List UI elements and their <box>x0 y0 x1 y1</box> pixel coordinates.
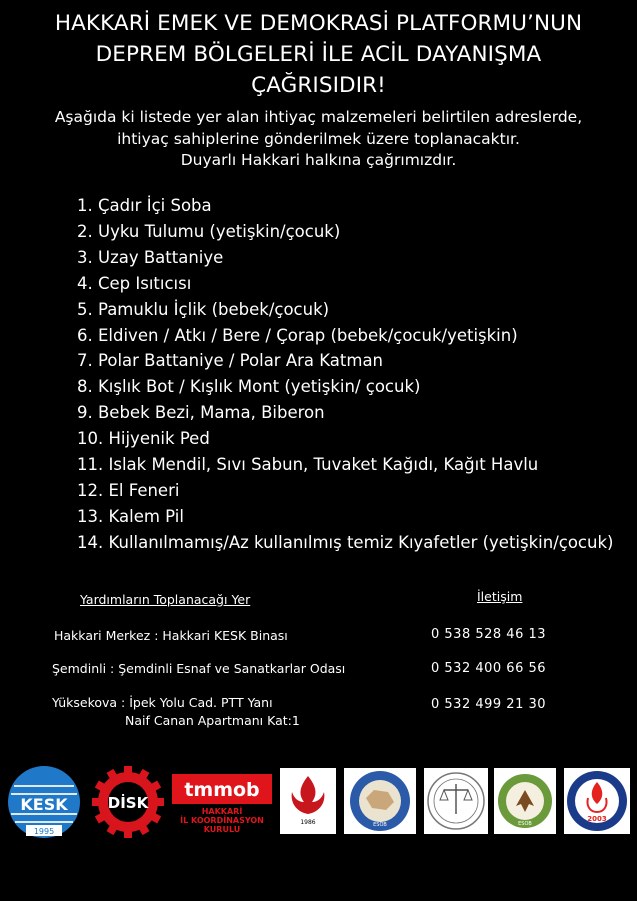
ihd-logo-year: 1986 <box>300 819 316 826</box>
svg-text:ESOB: ESOB <box>518 821 532 827</box>
title-line-2: DEPREM BÖLGELERİ İLE ACİL DAYANIŞMA <box>95 42 542 67</box>
collection-header: Yardımların Toplanacağı Yer <box>80 592 251 607</box>
phone-semdinli: 0 532 400 66 56 <box>431 661 547 676</box>
ihd-logo <box>280 768 336 834</box>
list-item: 13. Kalem Pil <box>77 506 184 526</box>
disk-logo-text: DİSK <box>107 794 149 812</box>
location-semdinli: Şemdinli : Şemdinli Esnaf ve Sanatkarlar Odası <box>52 661 346 676</box>
logo-2003-year: 2003 <box>587 815 607 823</box>
logo-2003 <box>564 768 630 834</box>
list-item: 6. Eldiven / Atkı / Bere / Çorap (bebek/çocuk/yetişkin) <box>77 325 518 345</box>
list-item: 1. Çadır İçi Soba <box>77 196 212 215</box>
logo-strip <box>0 760 637 840</box>
needs-list <box>77 193 613 556</box>
list-item: 11. Islak Mendil, Sıvı Sabun, Tuvaket Kağıdı, Kağıt Havlu <box>77 455 539 475</box>
intro-line-1: Aşağıda ki listede yer alan ihtiyaç malzemeleri belirtilen adreslerde, <box>54 108 583 126</box>
list-item: 7. Polar Battaniye / Polar Ara Katman <box>77 351 384 371</box>
list-item: 12. El Feneri <box>77 480 180 500</box>
title-line-3: ÇAĞRISIDIR! <box>251 73 386 98</box>
list-item: 3. Uzay Battaniye <box>77 247 224 267</box>
esnaf-logo <box>344 768 416 834</box>
tmmob-logo-text: tmmob <box>184 779 260 801</box>
list-item: 8. Kışlık Bot / Kışlık Mont (yetişkin/ çocuk) <box>77 377 421 397</box>
contact-header: İletişim <box>477 589 523 604</box>
list-item: 5. Pamuklu İçlik (bebek/çocuk) <box>77 299 330 319</box>
svg-text:HAKKARİ: HAKKARİ <box>201 807 243 816</box>
intro-line-2: ihtiyaç sahiplerine gönderilmek üzere toplanacaktır. <box>117 129 520 148</box>
svg-text:ESOB: ESOB <box>373 822 387 828</box>
list-item: 4. Cep Isıtıcısı <box>77 273 192 293</box>
eagle-logo <box>494 768 556 834</box>
list-item: 9. Bebek Bezi, Mama, Biberon <box>77 403 325 423</box>
phone-yuksekova: 0 532 499 21 30 <box>431 697 547 712</box>
title-line-1: HAKKARİ EMEK VE DEMOKRASİ PLATFORMU’NUN <box>54 11 583 36</box>
esob-logo <box>424 768 488 834</box>
list-item: 2. Uyku Tulumu (yetişkin/çocuk) <box>77 221 341 241</box>
phone-hakkari: 0 538 528 46 13 <box>431 627 547 642</box>
svg-text:KURULU: KURULU <box>203 825 241 834</box>
svg-text:İL KOORDİNASYON: İL KOORDİNASYON <box>180 816 264 825</box>
location-yuksekova-line2: Naif Canan Apartmanı Kat:1 <box>125 713 300 728</box>
disk-logo <box>90 764 166 840</box>
location-yuksekova: Yüksekova : İpek Yolu Cad. PTT Yanı <box>52 695 273 710</box>
list-item: 10. Hijyenik Ped <box>77 429 210 449</box>
location-hakkari: Hakkari Merkez : Hakkari KESK Binası <box>54 628 288 643</box>
kesk-logo-text: KESK <box>20 795 68 814</box>
list-item: 14. Kullanılmamış/Az kullanılmış temiz Kıyafetler (yetişkin/çocuk) <box>77 532 614 552</box>
kesk-logo-year: 1995 <box>33 827 55 836</box>
page-title <box>0 8 637 101</box>
tmmob-logo <box>172 774 272 834</box>
intro-line-3: Duyarlı Hakkari halkına çağrımızdır. <box>180 151 457 169</box>
kesk-logo <box>6 764 82 840</box>
intro-text <box>0 107 637 172</box>
